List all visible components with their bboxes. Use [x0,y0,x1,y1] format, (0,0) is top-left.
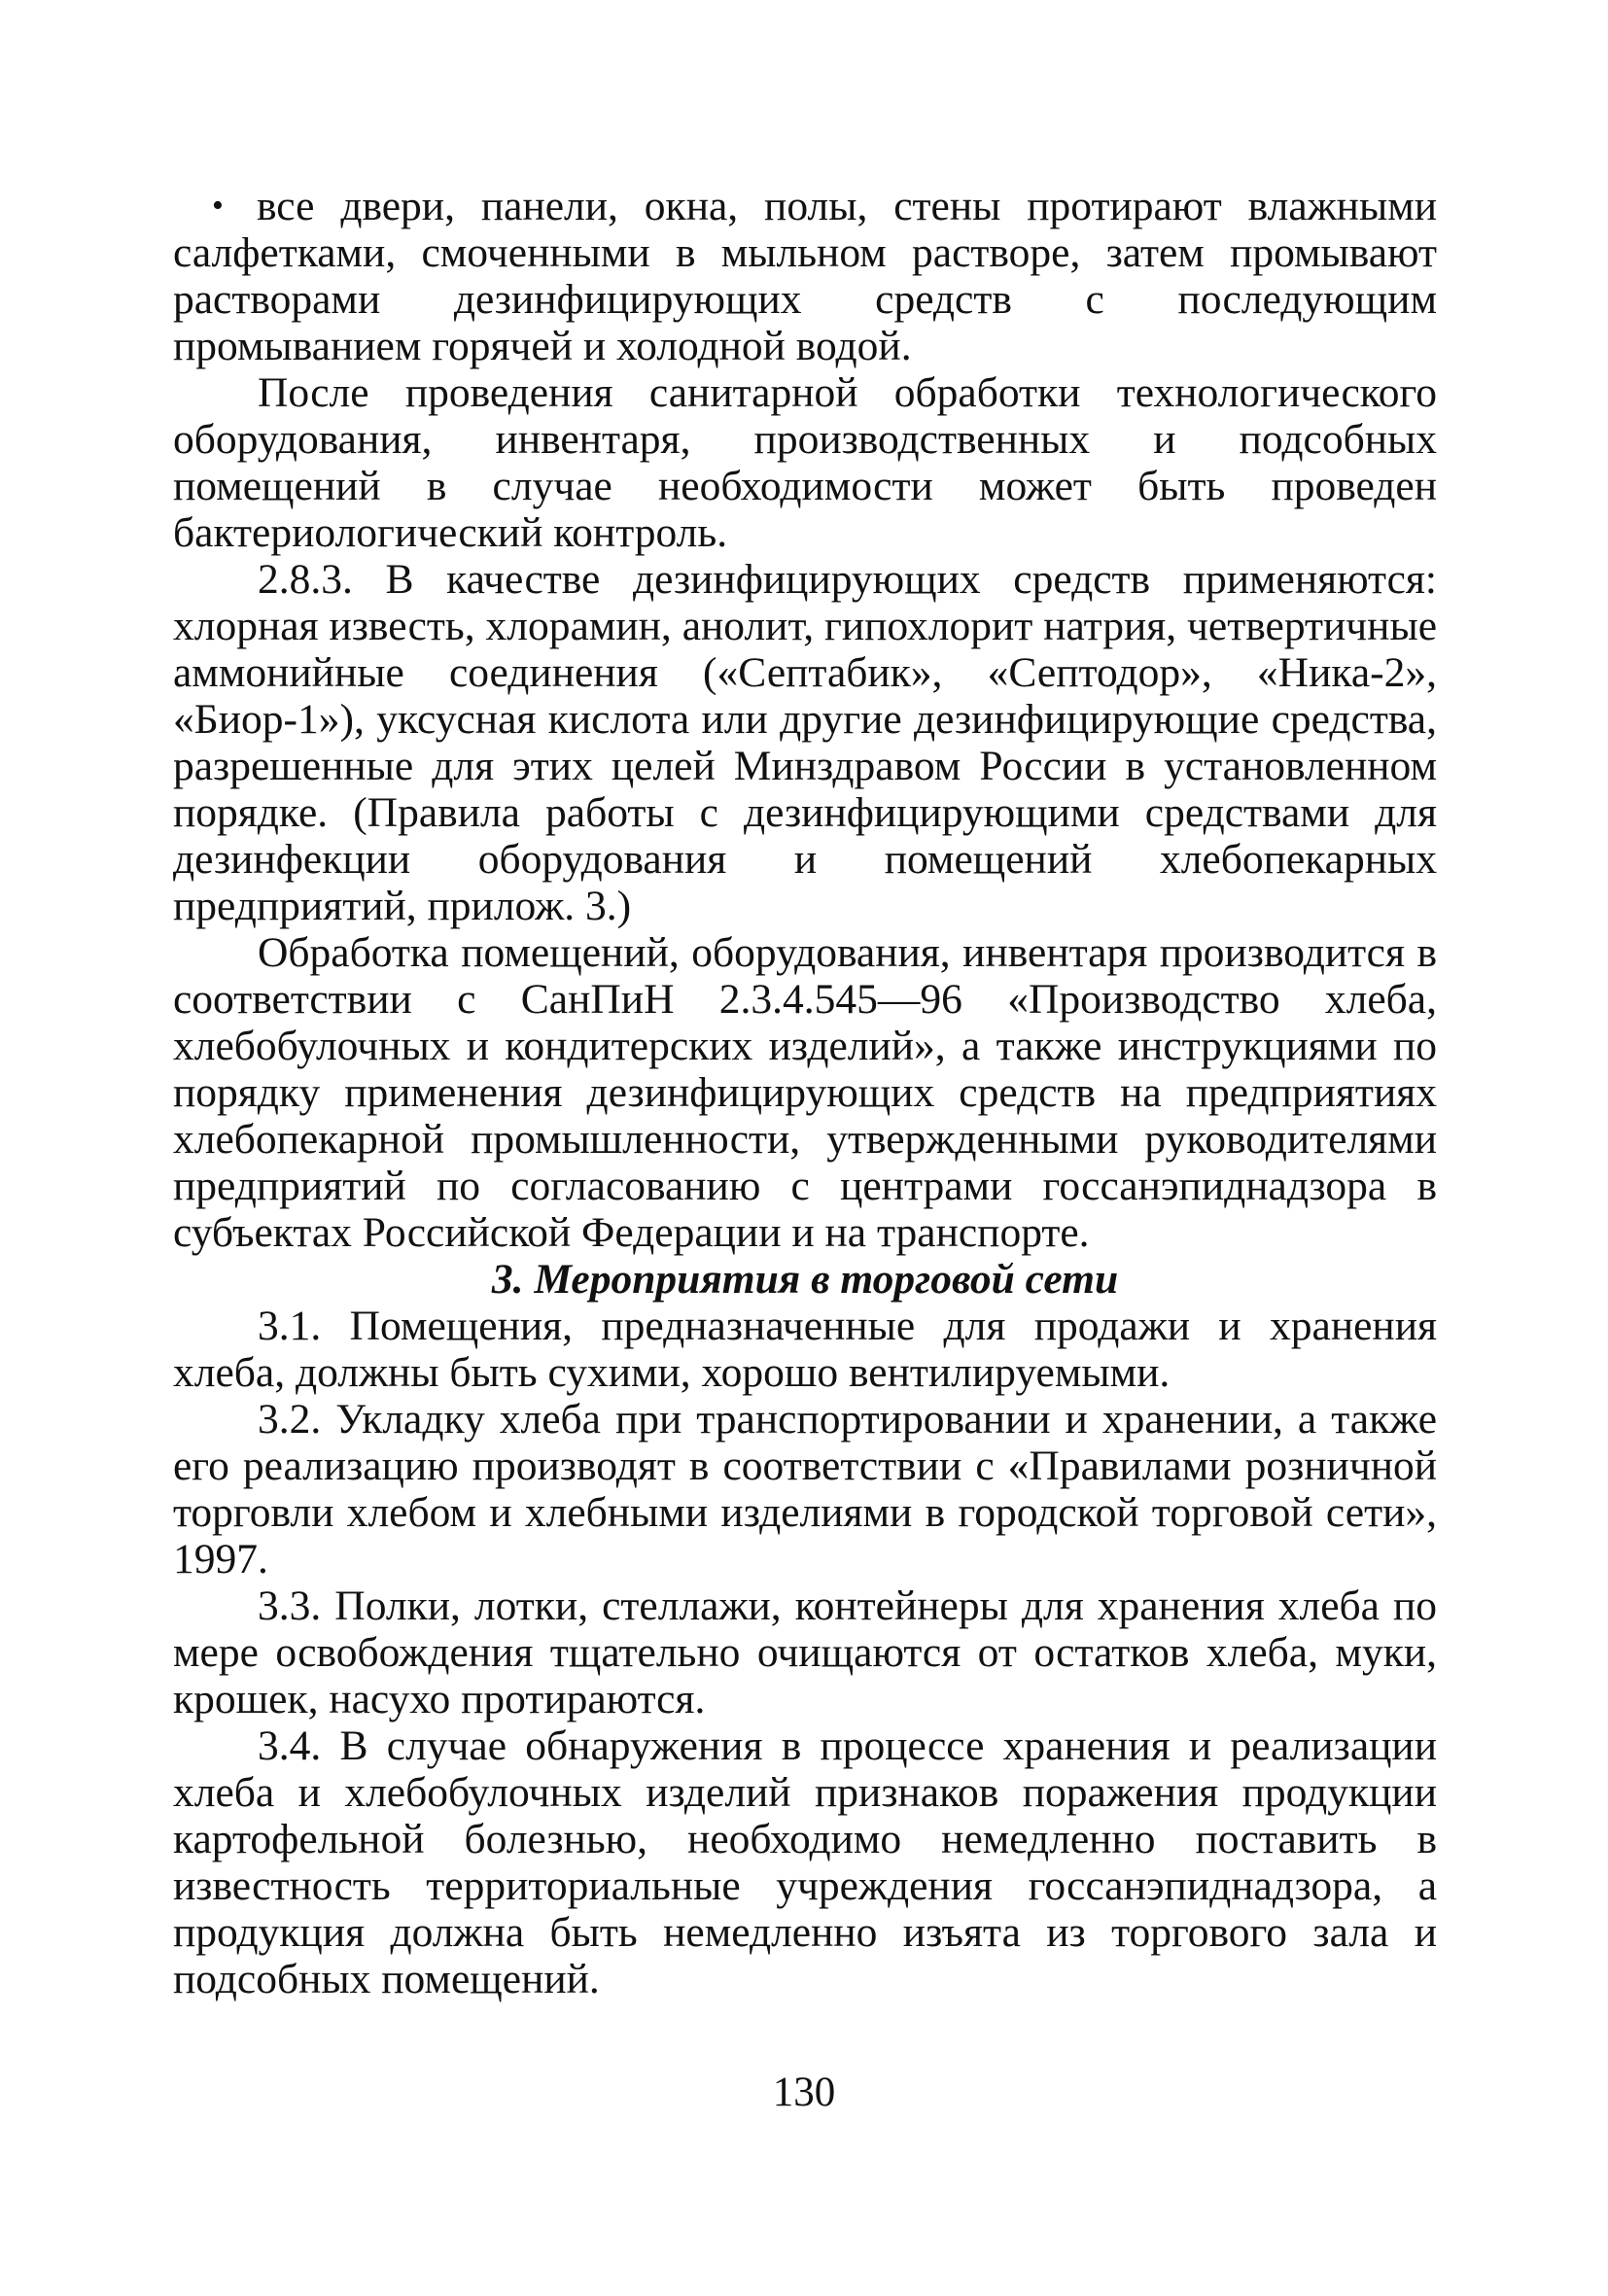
paragraph-3-2: 3.2. Укладку хлеба при транспортировании и хранении, а также его реализацию производят в соответствии с «Правилами розничной торговли хлебом и хлебными изделиями в городской торговой сети», 1997. [173,1396,1437,1583]
paragraph-sanpin: Обработка помещений, оборудования, инвентаря производится в соответствии с СанПиН 2.3.4.545—96 «Производство хлеба, хлебобулочных и кондитерских изделий», а также инструкциями по порядку применения дезинфицирующих средств на предприятиях хлебопекарной промышленности, утвержденными руководителями предприятий по согласованию с центрами госсанэпиднадзора в субъектах Российской Федерации и на транспорте. [173,929,1437,1256]
page-number: 130 [772,2070,836,2115]
bullet-icon: • [212,188,224,224]
section-heading: 3. Мероприятия в торговой сети [491,1256,1119,1303]
paragraph-3-1: 3.1. Помещения, предназначенные для продажи и хранения хлеба, должны быть сухими, хорошо вентилируемыми. [173,1303,1437,1396]
paragraph-3-4: 3.4. В случае обнаружения в процессе хранения и реализации хлеба и хлебобулочных изделий признаков поражения продукции картофельной болезнью, необходимо немедленно поставить в известность территориальные учреждения госсанэпиднадзора, а продукция должна быть немедленно изъята из торгового зала и подсобных помещений. [173,1722,1437,2002]
bullet-text: все двери, панели, окна, полы, стены протирают влажными салфетками, смоченными в мыльном растворе, затем промывают растворами дезинфицирующих средств с последующим промыванием горячей и холодной водой. [173,183,1437,369]
bullet-paragraph [173,183,1437,369]
paragraph-3-3: 3.3. Полки, лотки, стеллажи, контейнеры для хранения хлеба по мере освобождения тщательно очищаются от остатков хлеба, муки, крошек, насухо протираются. [173,1583,1437,1722]
paragraph-sanitary-control: После проведения санитарной обработки технологического оборудования, инвентаря, производственных и подсобных помещений в случае необходимости может быть проведен бактериологический контроль. [173,369,1437,556]
paragraph-2-8-3: 2.8.3. В качестве дезинфицирующих средств применяются: хлорная известь, хлорамин, анолит, гипохлорит натрия, четвертичные аммонийные соединения («Септабик», «Септодор», «Ника-2», «Биор-1»), уксусная кислота или другие дезинфицирующие средства, разрешенные для этих целей Минздравом России в установленном порядке. (Правила работы с дезинфицирующими средствами для дезинфекции оборудования и помещений хлебопекарных предприятий, прилож. 3.) [173,556,1437,929]
body-text [173,183,1437,2002]
